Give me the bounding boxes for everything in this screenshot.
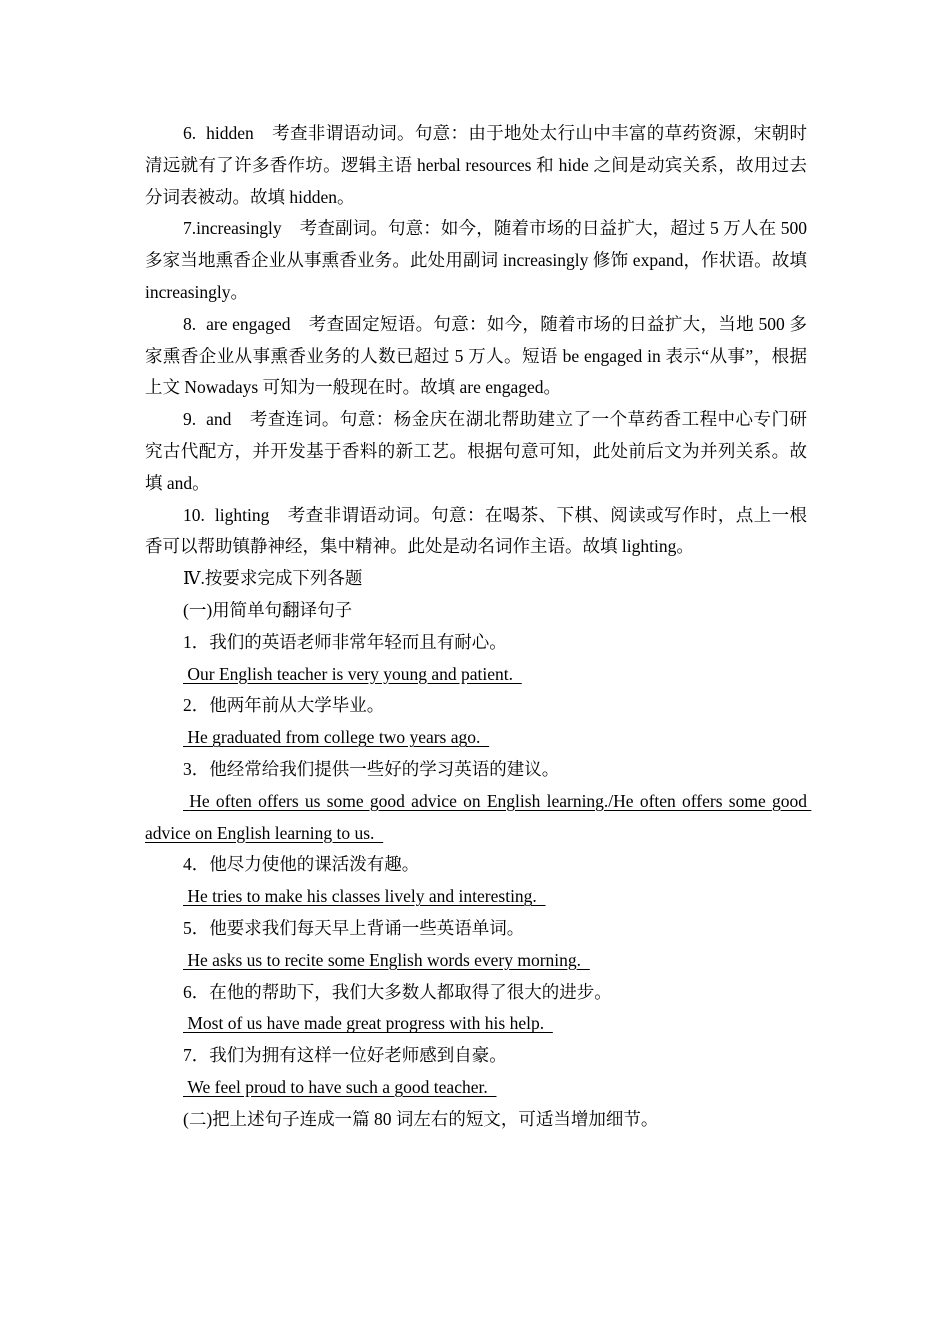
answer-word: hidden bbox=[206, 123, 254, 143]
answer-text: He often offers us some good advice on English learning./He often offers some good advice on English learning to us. bbox=[145, 790, 812, 843]
item-number: 6. bbox=[183, 123, 197, 143]
part1-title: (一)用简单句翻译句子 bbox=[183, 599, 353, 620]
translation-answer-3 bbox=[145, 786, 812, 850]
answer-text: He asks us to recite some English words every morning. bbox=[183, 949, 590, 970]
item-number: 9. bbox=[183, 409, 197, 430]
explanation-text: 考查固定短语。句意：如今，随着市场的日益扩大，当地 500 多家熏香企业从事熏香业务的人数已超过 5 万人。短语 be engaged in 表示“从事”，根据上文 Nowadays 可知为一般现在时。故填 are engaged。 bbox=[145, 313, 807, 398]
explanation-9 bbox=[145, 404, 807, 499]
answer-word: are engaged bbox=[206, 313, 291, 334]
explanation-text: 考查非谓语动词。句意：在喝茶、下棋、阅读或写作时，点上一根香可以帮助镇静神经，集中精神。此处是动名词作主语。故填 lighting。 bbox=[145, 504, 807, 557]
answer-text: Most of us have made great progress with his help. bbox=[183, 1013, 553, 1034]
explanation-text: 考查非谓语动词。句意：由于地处太行山中丰富的草药资源，宋朝时清远就有了许多香作坊。逻辑主语 herbal resources 和 hide 之间是动宾关系，故用过去分词表被动。故填 hidden。 bbox=[145, 123, 807, 207]
answer-text: He tries to make his classes lively and interesting. bbox=[183, 886, 546, 907]
part2-title: (二)把上述句子连成一篇 80 词左右的短文，可适当增加细节。 bbox=[183, 1108, 659, 1129]
translation-question-6: 6．在他的帮助下，我们大多数人都取得了很大的进步。 bbox=[183, 981, 612, 1002]
answer-text: Our English teacher is very young and patient. bbox=[183, 663, 522, 684]
translation-question-7: 7．我们为拥有这样一位好老师感到自豪。 bbox=[183, 1045, 507, 1066]
answer-word: increasingly bbox=[196, 218, 282, 239]
translation-question-2: 2．他两年前从大学毕业。 bbox=[183, 695, 385, 716]
translation-answer-2 bbox=[145, 722, 807, 754]
translation-answer-6 bbox=[145, 1008, 807, 1040]
item-number: 10. bbox=[183, 504, 205, 525]
translation-answer-4 bbox=[145, 881, 807, 913]
translation-answer-1 bbox=[145, 659, 807, 691]
section-title: Ⅳ.按要求完成下列各题 bbox=[183, 568, 363, 589]
answer-text: We feel proud to have such a good teacher. bbox=[183, 1076, 497, 1097]
explanation-7 bbox=[145, 213, 807, 308]
explanation-text: 考查连词。句意：杨金庆在湖北帮助建立了一个草药香工程中心专门研究古代配方，并开发基于香料的新工艺。根据句意可知，此处前后文为并列关系。故填 and。 bbox=[145, 409, 807, 493]
translation-answer-7 bbox=[145, 1072, 807, 1104]
answer-text: He graduated from college two years ago. bbox=[183, 727, 490, 748]
translation-question-4: 4．他尽力使他的课活泼有趣。 bbox=[183, 854, 420, 875]
document-page bbox=[145, 118, 812, 1136]
translation-answer-5 bbox=[145, 945, 807, 977]
translation-question-5: 5．他要求我们每天早上背诵一些英语单词。 bbox=[183, 917, 525, 938]
answer-word: lighting bbox=[214, 504, 270, 525]
translation-question-1: 1．我们的英语老师非常年轻而且有耐心。 bbox=[183, 631, 507, 652]
explanation-6 bbox=[145, 118, 807, 213]
item-number: 8. bbox=[183, 313, 197, 334]
explanation-8 bbox=[145, 309, 807, 404]
translation-question-3: 3．他经常给我们提供一些好的学习英语的建议。 bbox=[183, 758, 560, 779]
item-number: 7. bbox=[183, 218, 197, 239]
answer-word: and bbox=[206, 409, 232, 430]
explanation-text: 考查副词。句意：如今，随着市场的日益扩大，超过 5 万人在 500 多家当地熏香企业从事熏香业务。此处用副词 increasingly 修饰 expand，作状语。故填 increasingly。 bbox=[145, 218, 807, 302]
explanation-10 bbox=[145, 500, 807, 564]
